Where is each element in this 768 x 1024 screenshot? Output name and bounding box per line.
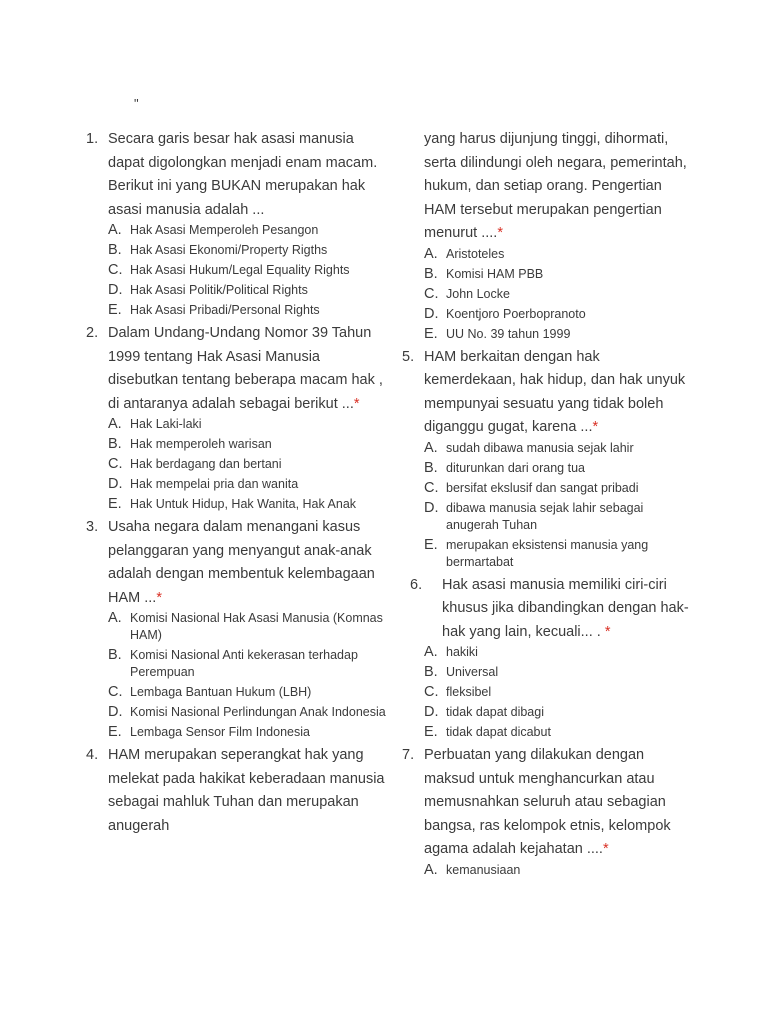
question-text: Usaha negara dalam menangani kasus pelanggaran yang menyangut anak-anak adalah dengan membentuk kelembagaan HAM ...* [108, 519, 375, 606]
question-5 [402, 346, 692, 574]
option-e[interactable]: E. merupakan eksistensi manusia yang bermartabat [424, 536, 649, 569]
option-a[interactable]: A. Hak Asasi Memperoleh Pesangon [108, 222, 319, 238]
option-d[interactable]: D. Komisi Nasional Perlindungan Anak Indonesia [108, 704, 386, 720]
question-number: 6. [410, 576, 423, 593]
required-asterisk: * [604, 623, 611, 640]
option-e[interactable]: E. Hak Untuk Hidup, Hak Wanita, Hak Anak [108, 496, 357, 512]
option-a[interactable]: A. Komisi Nasional Hak Asasi Manusia (Komnas HAM) [108, 610, 383, 642]
option-list [424, 862, 692, 879]
question-number: 3. [86, 519, 99, 535]
option-list [424, 644, 692, 741]
question-2 [86, 322, 386, 516]
option-a[interactable]: A. sudah dibawa manusia sejak lahir [424, 439, 634, 456]
option-e[interactable]: E. Hak Asasi Pribadi/Personal Rights [108, 302, 320, 318]
question-7 [402, 744, 692, 882]
option-list [424, 440, 692, 571]
option-b[interactable]: B. Hak Asasi Ekonomi/Property Rigths [108, 242, 328, 258]
option-b[interactable]: B. Komisi Nasional Anti kekerasan terhadap Perempuan [108, 647, 358, 679]
question-text: HAM berkaitan dengan hak kemerdekaan, hak hidup, dan hak unyuk mempunyai sesuatu yang tidak boleh diganggu gugat, karena ...* [424, 348, 686, 435]
question-number: 4. [86, 747, 99, 763]
option-b[interactable]: B. Universal [424, 664, 499, 680]
option-list [424, 246, 692, 343]
stray-quote-mark: " [134, 96, 139, 111]
option-c[interactable]: C. bersifat ekslusif dan sangat pribadi [424, 479, 639, 496]
option-c[interactable]: C. John Locke [424, 285, 510, 302]
required-asterisk: * [156, 589, 162, 606]
option-e[interactable]: E. tidak dapat dicabut [424, 724, 551, 740]
option-c[interactable]: C. fleksibel [424, 684, 492, 700]
option-d[interactable]: D. Koentjoro Poerbopranoto [424, 305, 586, 322]
question-3 [86, 516, 386, 744]
question-1 [86, 128, 386, 322]
option-c[interactable]: C. Hak berdagang dan bertani [108, 456, 282, 472]
option-list [108, 222, 386, 319]
question-4-continued [424, 128, 692, 343]
question-number: 2. [86, 325, 99, 341]
required-asterisk: * [602, 841, 609, 857]
question-number: 5. [402, 348, 415, 365]
option-c[interactable]: C. Lembaga Bantuan Hukum (LBH) [108, 684, 312, 700]
option-a[interactable]: A. hakiki [424, 644, 478, 660]
option-a[interactable]: A. Aristoteles [424, 245, 505, 262]
option-e[interactable]: E. UU No. 39 tahun 1999 [424, 325, 571, 342]
option-b[interactable]: B. Hak memperoleh warisan [108, 436, 272, 452]
required-asterisk: * [353, 395, 360, 412]
required-asterisk: * [592, 419, 599, 435]
option-c[interactable]: C. Hak Asasi Hukum/Legal Equality Rights [108, 262, 350, 278]
option-e[interactable]: E. Lembaga Sensor Film Indonesia [108, 724, 310, 740]
option-b[interactable]: B. diturunkan dari orang tua [424, 459, 585, 476]
required-asterisk: * [497, 225, 503, 241]
question-text: Perbuatan yang dilakukan dengan maksud untuk menghancurkan atau memusnahkan seluruh atau sebagian bangsa, ras kelompok etnis, kelompok agama adalah kejahatan ....* [424, 747, 671, 857]
option-list [108, 416, 386, 513]
option-b[interactable]: B. Komisi HAM PBB [424, 265, 544, 282]
question-6-options [424, 644, 692, 741]
question-text: Hak asasi manusia memiliki ciri-ciri khusus jika dibandingkan dengan hak-hak yang lain, kecuali... . * [442, 576, 689, 640]
right-column [402, 128, 692, 882]
option-a[interactable]: A. kemanusiaan [424, 861, 521, 878]
option-d[interactable]: D. Hak mempelai pria dan wanita [108, 476, 299, 492]
question-text: yang harus dijunjung tinggi, dihormati, serta dilindungi oleh negara, pemerintah, hukum, dan setiap orang. Pengertian HAM tersebut merupakan pengertian menurut ....* [424, 131, 687, 241]
question-number: 7. [402, 747, 415, 763]
option-d[interactable]: D. Hak Asasi Politik/Political Rights [108, 282, 308, 298]
question-text: HAM merupakan seperangkat hak yang melekat pada hakikat keberadaan manusia sebagai mahluk Tuhan dan merupakan anugerah [108, 747, 385, 834]
option-list [108, 610, 386, 741]
question-4 [86, 744, 386, 838]
question-6 [402, 574, 692, 645]
question-number: 1. [86, 131, 99, 147]
option-d[interactable]: D. dibawa manusia sejak lahir sebagai anugerah Tuhan [424, 499, 644, 532]
question-text: Secara garis besar hak asasi manusia dapat digolongkan menjadi enam macam. Berikut ini yang BUKAN merupakan hak asasi manusia adalah ... [108, 131, 378, 218]
option-a[interactable]: A. Hak Laki-laki [108, 416, 202, 432]
question-text: Dalam Undang-Undang Nomor 39 Tahun 1999 tentang Hak Asasi Manusia disebutkan tentang beberapa macam hak , di antaranya adalah sebagai berikut ...* [108, 325, 383, 412]
left-column [86, 128, 386, 838]
option-d[interactable]: D. tidak dapat dibagi [424, 704, 544, 720]
